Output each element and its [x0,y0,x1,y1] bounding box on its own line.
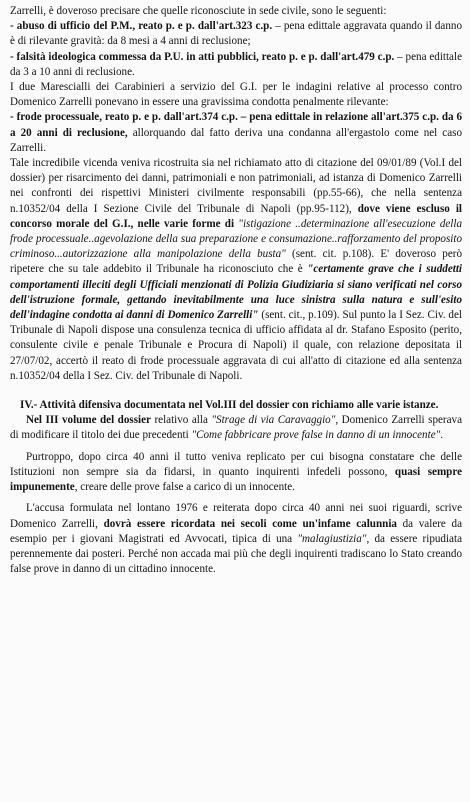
list-item-abuso-title: - abuso di ufficio del P.M., reato p. e p. dall'art.323 c.p. [10,20,273,33]
accusa-bold: dovrà essere ricordata nei secoli come un'infame calunnia [97,517,397,530]
purtroppo-bold: quasi sempre impunemente [10,465,462,494]
vicenda-quote-1: "istigazione ..determinazione all'esecuzione della frode processuale..agevolazione della sua preparazione e consumazione..rafforzamento del proposito criminoso...autorizzazione alla manipolazione della busta" [10,217,463,261]
list-item-abuso [10,19,462,49]
list-item-frode [10,110,462,156]
section-heading: IV.- Attività difensiva documentata nel Vol.III del dossier con richiamo alle varie istanze. [20,399,439,412]
accusa-text-3: , da essere ripudiata perennemente dai posteri. Perché non accada mai più che degli inquirenti tradiscano lo Stato creando false prove in danno di un cittadino innocente. [10,532,462,576]
volume-text-2: , Domenico Zarrelli sperava di modificare il titolo dei due precedenti [10,414,463,442]
list-item-falsita [10,50,462,80]
vicenda-text-2: (sent. cit. p.108). E' doveroso però ripetere che su tale addebito il Tribunale ha riconosciuto che è [10,248,462,276]
accusa-text-2: da valere da esempio per i giovani Magistrati ed Avvocati, tipica di una [10,517,462,545]
marescialli-paragraph: I due Marescialli dei Carabinieri a servizio del G.I. per le indagini relative al processo contro Domenico Zarrelli ponevano in essere una gravissima condotta penalmente rilevante: [10,81,462,109]
accusa-paragraph [10,501,462,577]
vicenda-paragraph [10,156,462,384]
list-item-falsita-text: – pena edittale da 3 a 10 anni di reclusione. [10,50,462,78]
volume-text-1: relativo alla [150,414,212,427]
list-item-frode-title: - frode processuale, reato p. e p. dall'art.374 c.p. – pena edittale in relazione all'art.375 c.p. da 6 a 20 anni di reclusione, [10,111,462,139]
purtroppo-text-2: , creare delle prove false a carico di un innocente. [74,481,295,494]
vicenda-text-1: Tale incredibile vicenda veniva ricostruita sia nel richiamato atto di citazione del 09/01/89 (Vol.I del dossier) per risarcimento dei danni, patrimoniali e non patrimoniali, ad istanza di Domenico Zarrelli nei confronti dei rispettivi Ministeri civilmente responsabili (pp.55-66), che nella sentenza n.10352/04 della I Sezione Civile del Tribunale di Napoli (pp.95-112), [10,157,462,215]
vicenda-bold-1: dove viene escluso il concorso morale del G.I., nelle varie forme di [10,202,462,230]
volume-quote-2: "Come fabbricare prove false in danno di un innocente" [191,429,441,442]
accusa-quote: "malagiustizia" [297,532,367,545]
volume-paragraph [10,413,462,443]
volume-quote-1: "Strage di via Caravaggio" [211,414,336,427]
purtroppo-text-1: Purtroppo, dopo circa 40 anni il tutto veniva replicato per cui bisogna constatare che delle Istituzioni non sempre sia da fidarsi, in quanto inquirenti infedeli possono, [10,450,462,478]
intro-paragraph: Zarrelli, è doveroso precisare che quelle riconosciute in sede civile, sono le seguenti: [10,5,387,17]
accusa-text-1: L'accusa formulata nel lontano 1976 e reiterata dopo circa 40 anni nei suoi riguardi, scrive Domenico Zarrelli, [10,502,462,530]
purtroppo-paragraph [10,450,462,496]
vicenda-text-3: (sent. cit., p.109). Sul punto la I Sez. Civ. del Tribunale di Napoli dispose una consulenza tecnica di ufficio affidata al dr. Stafano Esposito (perito, consulente civile e penale Tribunale e Procura di Napoli) il quale, con relazione depositata il 27/07/02, accertò il reato di frode processuale aggravata di cui all'atto di citazione ed alla sentenza n.10352/04 della I Sez. Civ. del Tribunale di Napoli. [10,309,462,382]
volume-text-3: . [440,429,444,442]
vicenda-quote-2: "certamente grave che i suddetti comportamenti illeciti degli Ufficiali menzionati di Polizia Giudiziaria si siano verificati nel corso dell'istruzione formale, gettando inevitabilmente una luce sinistra sulla natura e sull'esito dell'indagine condotta ai danni di Domenico Zarrelli" [10,263,462,322]
list-item-frode-text: allorquando dal fatto deriva una condanna all'ergastolo come nel caso Zarrelli. [10,126,462,154]
volume-bold: Nel III volume del dossier [26,414,151,427]
list-item-falsita-title: - falsità ideologica commessa da P.U. in atti pubblici, reato p. e p. dall'art.479 c.p. [10,50,395,63]
list-item-abuso-text: – pena edittale aggravata quando il danno è di rilevante gravità: da 8 mesi a 4 anni di reclusione; [10,20,462,48]
